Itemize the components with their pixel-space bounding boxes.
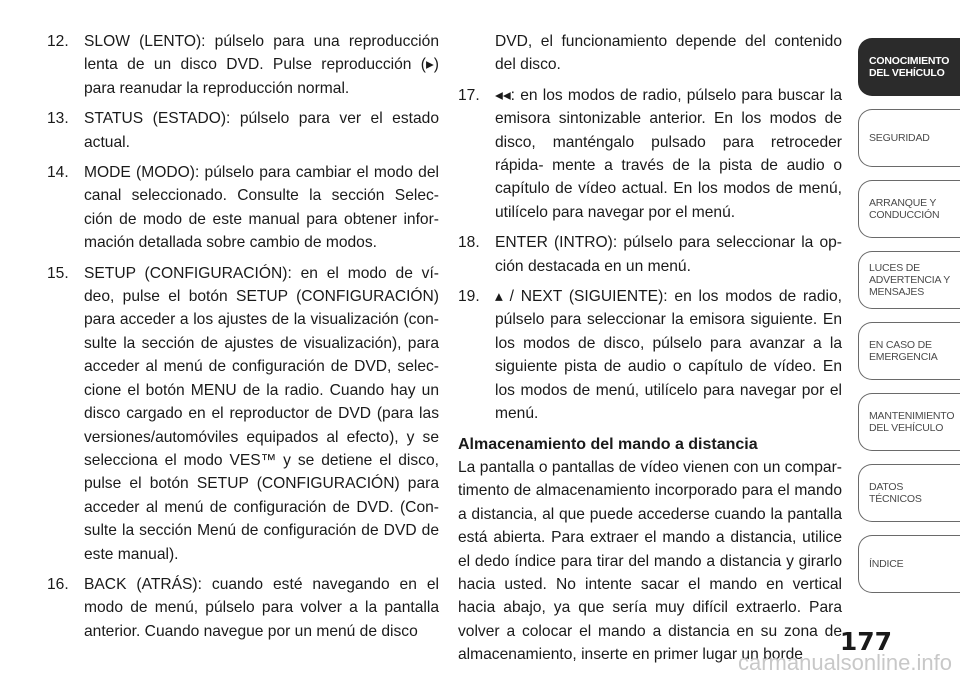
list-item-12 (47, 30, 439, 100)
chapter-tabs (858, 38, 960, 606)
list-item-14 (47, 161, 439, 255)
tab-conocimiento-del-vehiculo[interactable] (858, 38, 960, 96)
item-text: MODE (MODO): púlselo para cambiar el modo del canal seleccionado. Consulte la sección Selec- ción de modo de este manual para obtener infor- mación detallada sobre cambio de modos. (84, 164, 439, 252)
tab-label: ÍNDICE (869, 558, 904, 570)
list-item-13 (47, 107, 439, 154)
section-paragraph: La pantalla o pantallas de vídeo vienen con un compar- timento de almacenamiento incorporado para el mando a distancia, al que puede accederse cuando la pantalla está abierta. Para extraer el mando a distancia, utilice el dedo índice para tirar del mando a distancia y girarlo hacia usted. No intente sacar el mando en vertical hacia abajo, ya que sería muy difícil extraerlo. Para volver a colocar el mando a distancia en su zona de almacenamiento, inserte en primer lugar un borde (458, 458, 842, 664)
list-item-17 (458, 84, 842, 224)
tab-indice[interactable] (858, 535, 960, 593)
item-text: SETUP (CONFIGURACIÓN): en el modo de ví- deo, pulse el botón SETUP (CONFIGURACIÓN) para acceder a los ajustes de la visualización (con- sulte la sección de ajustes de visualización), para acceder al menú de configuración de DVD, selec- cione el botón MENU de la radio. Cuando hay un disco cargado en el reproductor de DVD (para las versiones/automóviles equipados al efecto), y se selecciona el modo VES™ y se detiene el disco, pulse el botón SETUP (CONFIGURACIÓN) para acceder al menú de configuración de DVD. (Con- sulte la sección Menú de configuración de DVD de este manual). (84, 264, 439, 563)
right-column (458, 30, 842, 667)
tab-seguridad[interactable] (858, 109, 960, 167)
list-item-16 (47, 573, 439, 643)
item-number: 15. (47, 264, 69, 282)
watermark: carmanualsonline.info (737, 650, 952, 675)
list-item-19 (458, 285, 842, 425)
tab-en-caso-de-emergencia[interactable] (858, 322, 960, 380)
page-number: 177 (839, 627, 892, 656)
item-number: 18. (458, 234, 480, 252)
tab-arranque-y-conduccion[interactable] (858, 180, 960, 238)
item-number: 13. (47, 110, 69, 128)
item-16-continuation: DVD, el funcionamiento depende del contenido del disco. (495, 33, 842, 74)
left-column (47, 30, 439, 650)
tab-datos-tecnicos[interactable] (858, 464, 960, 522)
item-text: SLOW (LENTO): púlselo para una reproducción lenta de un disco DVD. Pulse reproducción (▸) para reanudar la reproducción normal. (84, 33, 439, 97)
item-text: STATUS (ESTADO): púlselo para ver el estado actual. (84, 110, 439, 151)
list-item-18 (458, 231, 842, 278)
item-text: ◂◂: en los modos de radio, púlselo para buscar la emisora sintonizable anterior. En los modos de disco, manténgalo pulsado para retroceder rápida- mente a través de la pista de audio o capítulo de vídeo actual. En los modos de menú, utilícelo para navegar por el menú. (495, 86, 842, 221)
item-text: BACK (ATRÁS): cuando esté navegando en el modo de menú, púlselo para volver a la pantalla anterior. Cuando navegue por un menú de disco (84, 575, 439, 640)
item-number: 17. (458, 86, 480, 104)
tab-mantenimiento-del-vehiculo[interactable] (858, 393, 960, 451)
item-number: 16. (47, 575, 69, 593)
item-number: 14. (47, 164, 69, 182)
tab-label: CONOCIMIENTO DEL VEHÍCULO (869, 55, 950, 79)
item-text: ENTER (INTRO): púlselo para seleccionar la op- ción destacada en un menú. (495, 234, 842, 275)
item-number: 19. (458, 288, 480, 306)
section-heading: Almacenamiento del mando a distancia (458, 435, 758, 453)
tab-label: SEGURIDAD (869, 132, 930, 144)
tab-luces-de-advertencia[interactable] (858, 251, 960, 309)
tab-label: ARRANQUE Y CONDUCCIÓN (869, 197, 940, 221)
item-number: 12. (47, 33, 69, 50)
tab-label: LUCES DE ADVERTENCIA Y MENSAJES (869, 262, 951, 298)
list-item-15 (47, 262, 439, 566)
tab-label: DATOS TÉCNICOS (869, 481, 922, 505)
item-text: ▴ / NEXT (SIGUIENTE): en los modos de radio, púlselo para seleccionar la emisora siguiente. En los modos de disco, púlselo para avanzar a la siguiente pista de audio o capítulo de vídeo. En los modos de menú, utilícelo para navegar por el menú. (495, 288, 842, 423)
tab-label: MANTENIMIENTO DEL VEHÍCULO (869, 410, 955, 434)
tab-label: EN CASO DE EMERGENCIA (869, 339, 938, 363)
